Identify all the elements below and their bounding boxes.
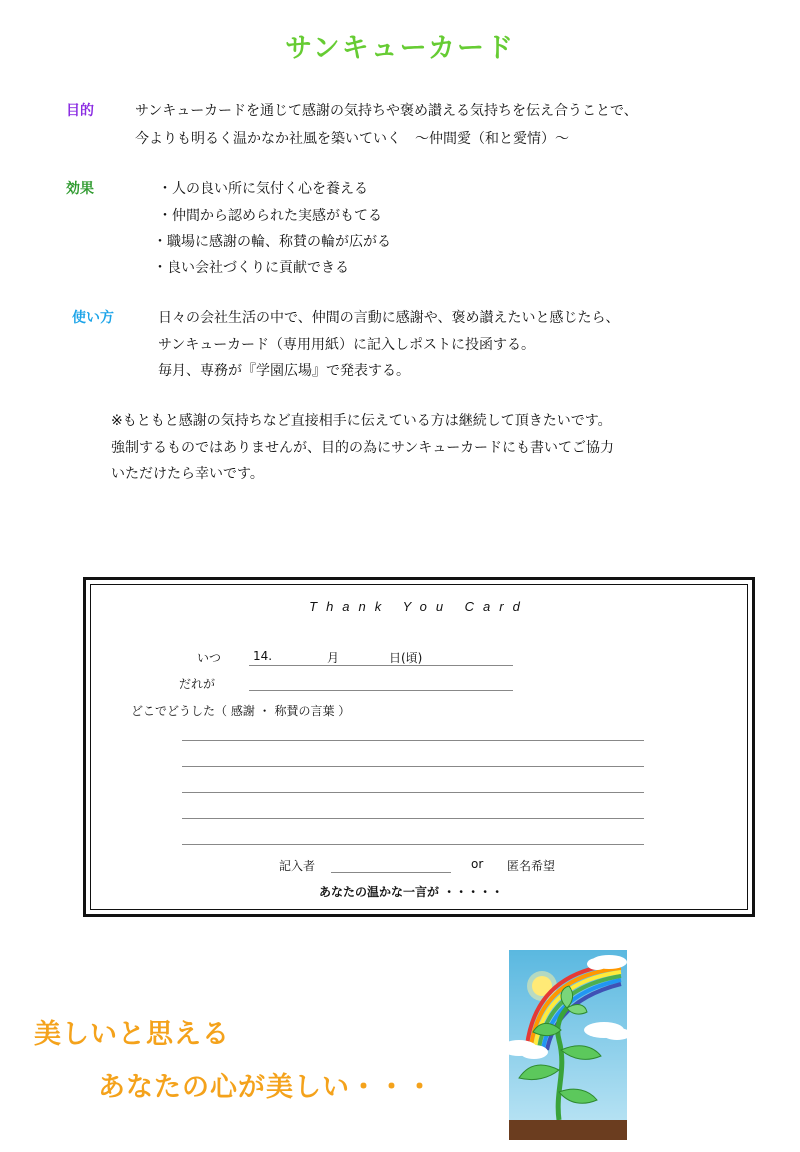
purpose-label: 目的 — [66, 103, 94, 119]
anonymous-label[interactable]: 匿名希望 — [507, 859, 556, 873]
when-underline[interactable] — [249, 665, 513, 666]
card-title: Thank You Card — [309, 599, 529, 614]
effect-item: ・良い会社づくりに貢献できる — [153, 260, 349, 276]
soil — [509, 1120, 627, 1140]
or-text: or — [471, 857, 484, 871]
message-line[interactable] — [182, 844, 644, 845]
month-label: 月 — [327, 651, 340, 665]
message-line[interactable] — [182, 740, 644, 741]
message-line[interactable] — [182, 792, 644, 793]
message-line[interactable] — [182, 818, 644, 819]
usage-line-2: サンキューカード（専用用紙）に記入しポストに投函する。 — [158, 337, 536, 353]
card-inner-border — [90, 584, 748, 910]
slogan-line-1: 美しいと思える — [34, 1019, 230, 1050]
when-label: いつ — [197, 651, 222, 665]
slogan-line-2: あなたの心が美しい・・・ — [98, 1072, 434, 1103]
thank-you-card — [83, 577, 755, 917]
usage-line-1: 日々の会社生活の中で、仲間の言動に感謝や、褒め讃えたいと感じたら、 — [158, 310, 620, 326]
note-line-3: いただけたら幸いです。 — [111, 466, 264, 482]
note-line-2: 強制するものではありませんが、目的の為にサンキューカードにも書いてご協力 — [111, 440, 615, 456]
effect-item: ・仲間から認められた実感がもてる — [158, 208, 382, 224]
day-label: 日(頃) — [389, 651, 423, 665]
effect-item: ・人の良い所に気付く心を養える — [158, 181, 368, 197]
year-value: 14. — [253, 649, 273, 663]
note-line-1: ※もともと感謝の気持ちなど直接相手に伝えている方は継続して頂きたいです。 — [111, 413, 612, 429]
purpose-line-2: 今よりも明るく温かなか社風を築いていく ～仲間愛（和と愛情）～ — [135, 131, 569, 147]
who-label: だれが — [179, 677, 216, 691]
rainbow-sprout-illustration — [509, 950, 627, 1140]
what-label: どこでどうした（ 感謝 ・ 称賛の言葉 ） — [131, 704, 351, 718]
message-line[interactable] — [182, 766, 644, 767]
writer-underline[interactable] — [331, 872, 451, 873]
purpose-line-1: サンキューカードを通じて感謝の気持ちや褒め讃える気持ちを伝え合うことで、 — [135, 103, 638, 119]
page-title: サンキューカード — [284, 33, 516, 64]
who-underline[interactable] — [249, 690, 513, 691]
effect-item: ・職場に感謝の輪、称賛の輪が広がる — [153, 234, 391, 250]
usage-label: 使い方 — [72, 310, 114, 326]
writer-label: 記入者 — [279, 859, 316, 873]
usage-line-3: 毎月、専務が『学園広場』で発表する。 — [158, 363, 410, 379]
card-footer: あなたの温かな一言が ・・・・・ — [319, 885, 504, 899]
effect-label: 効果 — [66, 181, 94, 197]
